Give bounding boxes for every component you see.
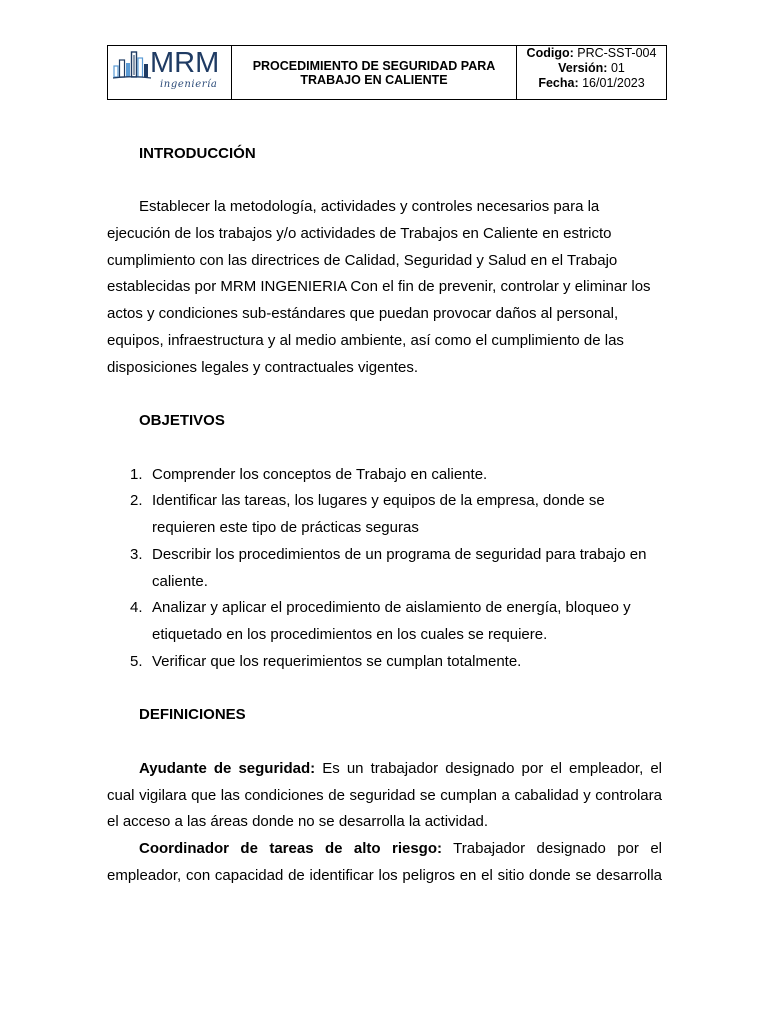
code-value: PRC-SST-004 <box>577 46 657 60</box>
list-item <box>107 649 662 676</box>
list-item <box>107 595 662 649</box>
definition-paragraph <box>107 756 662 836</box>
definition-term: Ayudante de seguridad: <box>139 759 316 777</box>
definition-paragraph <box>107 836 662 890</box>
definition-text: Trabajador designado por el empleador, con capacidad de identificar los peligros en el sitio donde se desarrolla <box>107 840 662 884</box>
logo-brand-text: MRM <box>150 47 220 79</box>
list-item-number: 1. <box>130 465 143 483</box>
document-title: PROCEDIMIENTO DE SEGURIDAD PARA TRABAJO EN CALIENTE <box>252 58 496 87</box>
code-label: Codigo: <box>526 46 574 60</box>
version-label: Versión: <box>558 61 608 75</box>
building-skyline-icon <box>113 51 151 79</box>
list-item-number: 4. <box>130 599 143 617</box>
definition-term: Coordinador de tareas de alto riesgo: <box>139 840 442 858</box>
list-item-number: 2. <box>130 492 143 510</box>
document-body <box>107 141 662 890</box>
objectives-list <box>107 462 662 676</box>
document-version <box>517 61 666 76</box>
list-item-number: 3. <box>130 545 143 563</box>
definitions-heading: DEFINICIONES <box>139 706 246 724</box>
list-item-text: Identificar las tareas, los lugares y equipos de la empresa, donde se requieren este tipo de prácticas seguras <box>152 492 605 537</box>
introduction-paragraph: Establecer la metodología, actividades y controles necesarios para la ejecución de los trabajos y/o actividades de Trabajos en Caliente en estricto cumplimiento con las directrices de Calidad, Seguridad y Salud en el Trabajo establecidas por MRM INGENIERIA Con el fin de prevenir, controlar y eliminar los actos y condiciones sub-estándares que puedan provocar daños al personal, equipos, infraestructura y al medio ambiente, así como el cumplimiento de las disposiciones legales y contractuales vigentes. <box>107 198 651 376</box>
list-item <box>107 542 662 596</box>
logo-tagline-text: ingeniería <box>160 79 218 90</box>
list-item-text: Comprender los conceptos de Trabajo en caliente. <box>152 465 488 483</box>
document-info-cell <box>517 46 666 99</box>
list-item <box>107 462 662 489</box>
list-item-text: Describir los procedimientos de un programa de seguridad para trabajo en caliente. <box>152 545 647 590</box>
document-header-table <box>107 45 667 100</box>
version-value: 01 <box>610 61 625 75</box>
objectives-heading: OBJETIVOS <box>139 412 225 430</box>
list-item-text: Verificar que los requerimientos se cumplan totalmente. <box>152 652 522 670</box>
document-title-cell <box>232 46 517 99</box>
date-value: 16/01/2023 <box>582 76 645 90</box>
definition-text: Es un trabajador designado por el empleador, el cual vigilara que las condiciones de seguridad se cumplan a cabalidad y controlara el acceso a las áreas donde no se desarrolla la actividad. <box>107 759 663 831</box>
date-label: Fecha: <box>538 76 579 90</box>
list-item <box>107 488 662 542</box>
list-item-number: 5. <box>130 652 143 670</box>
logo-cell <box>108 46 232 99</box>
document-date <box>517 76 666 91</box>
document-code <box>517 46 666 61</box>
introduction-heading: INTRODUCCIÓN <box>139 144 256 162</box>
list-item-text: Analizar y aplicar el procedimiento de aislamiento de energía, bloqueo y etiquetado en los procedimientos en los cuales se requiere. <box>152 599 631 644</box>
